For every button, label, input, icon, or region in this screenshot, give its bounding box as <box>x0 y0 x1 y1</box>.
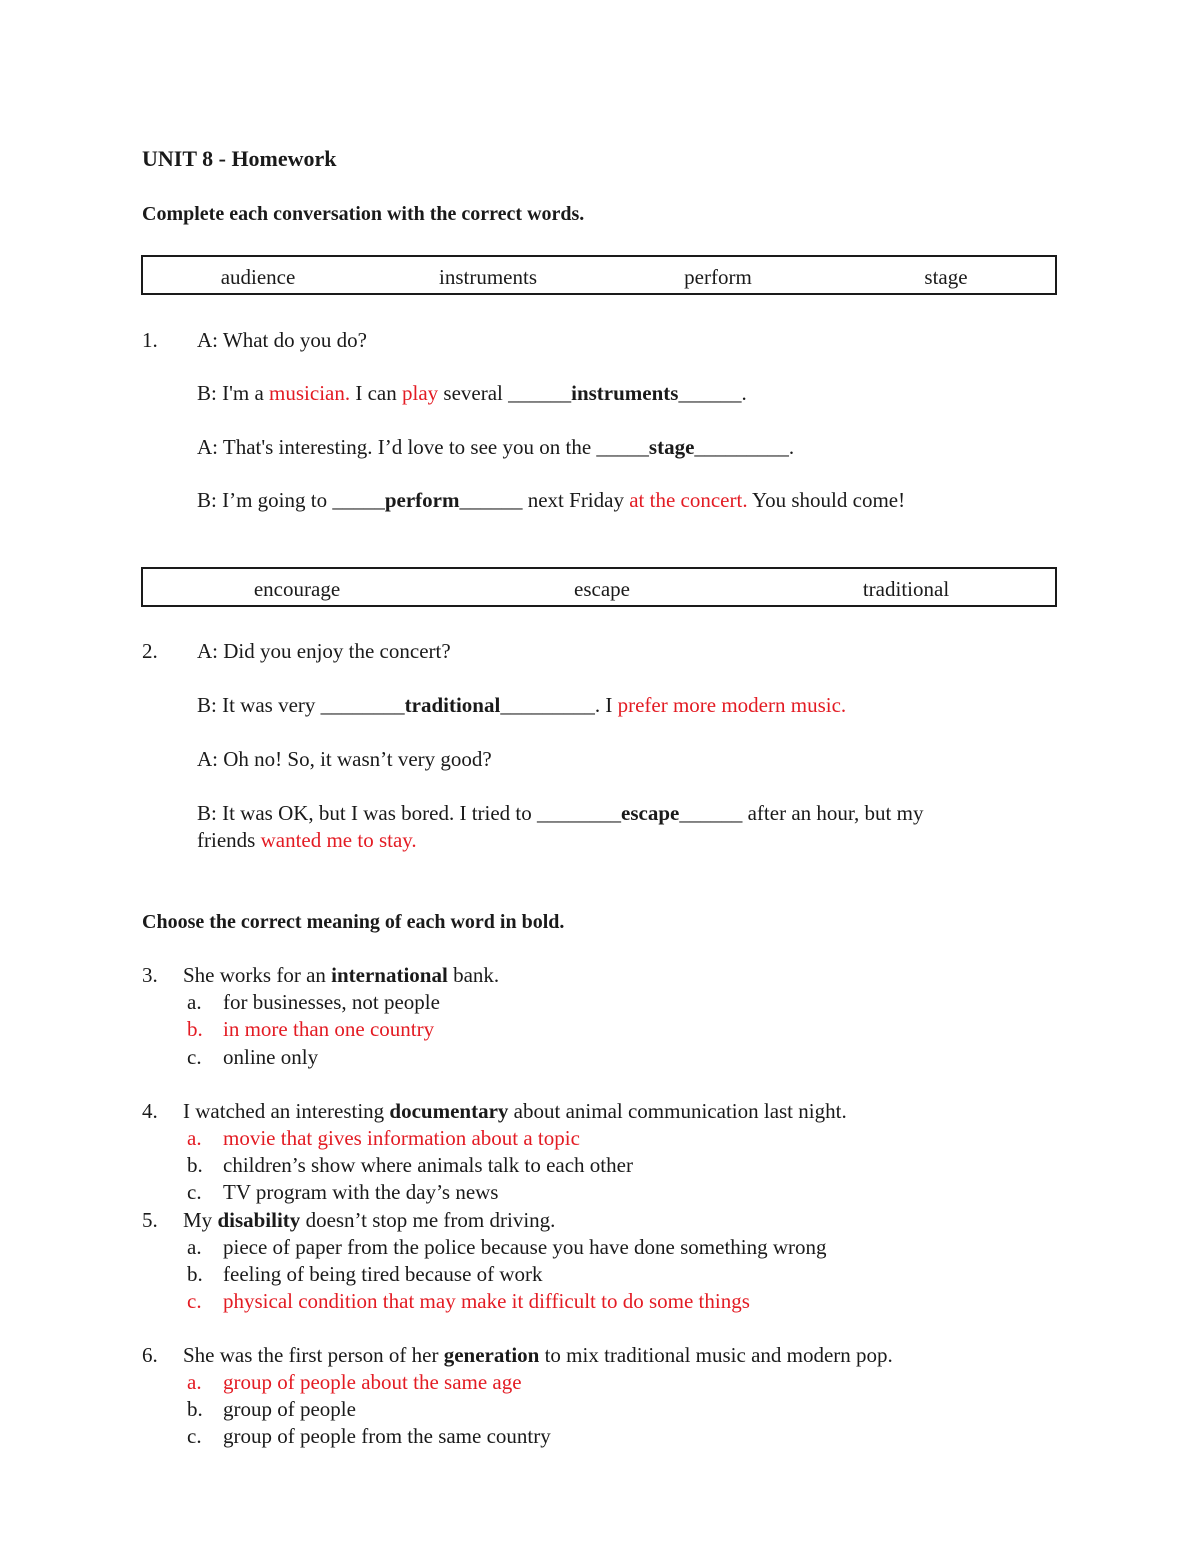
dialog-line: A: That's interesting. I’d love to see you on the _____stage_________. <box>197 435 795 459</box>
word-bank-item: audience <box>220 265 296 289</box>
answer-word: perform <box>384 488 460 512</box>
dialog-line: friends wanted me to stay. <box>197 828 417 852</box>
answer-word: instruments <box>571 381 679 405</box>
section1-instruction: Complete each conversation with the correct words. <box>142 203 585 225</box>
word-bank-item: stage <box>924 265 968 289</box>
question-text: I watched an interesting documentary about animal communication last night. <box>183 1099 847 1123</box>
question-number: 4. <box>142 1099 158 1123</box>
word-box-2 <box>141 567 1057 607</box>
question-text: She works for an international bank. <box>183 963 500 987</box>
question-number: 5. <box>142 1208 158 1232</box>
bold-term: generation <box>443 1343 540 1367</box>
word-bank-item: escape <box>574 577 630 601</box>
word-bank-item: traditional <box>862 577 950 601</box>
dialog-line: A: Did you enjoy the concert? <box>197 639 451 663</box>
section2-instruction: Choose the correct meaning of each word in bold. <box>142 911 565 933</box>
dialog-line: B: It was very ________traditional_________. I prefer more modern music. <box>197 693 847 717</box>
dialog-line: A: What do you do? <box>197 328 367 352</box>
question-text: My disability doesn’t stop me from driving. <box>183 1208 556 1232</box>
question-number: 1. <box>142 328 158 352</box>
answer-word: stage <box>648 435 695 459</box>
question-number: 2. <box>142 639 158 663</box>
question-number: 6. <box>142 1343 158 1367</box>
dialog-line: A: Oh no! So, it wasn’t very good? <box>197 747 492 771</box>
dialog-line: B: I’m going to _____perform______ next Friday at the concert. You should come! <box>197 488 906 512</box>
word-bank-item: perform <box>684 265 752 289</box>
word-box-1 <box>141 255 1057 295</box>
question-text: She was the first person of her generation to mix traditional music and modern pop. <box>183 1343 893 1367</box>
page-title: UNIT 8 - Homework <box>142 146 337 171</box>
answer-word: traditional <box>404 693 501 717</box>
word-bank-item: encourage <box>253 577 341 601</box>
answer-word: escape <box>621 801 680 825</box>
bold-term: international <box>331 963 448 987</box>
word-bank-item: instruments <box>439 265 537 289</box>
dialog-line: B: I'm a musician. I can play several ______instruments______. <box>197 381 747 405</box>
question-number: 3. <box>142 963 158 987</box>
bold-term: documentary <box>389 1099 509 1123</box>
dialog-line: B: It was OK, but I was bored. I tried to ________escape______ after an hour, but my <box>197 801 924 825</box>
bold-term: disability <box>217 1208 301 1232</box>
